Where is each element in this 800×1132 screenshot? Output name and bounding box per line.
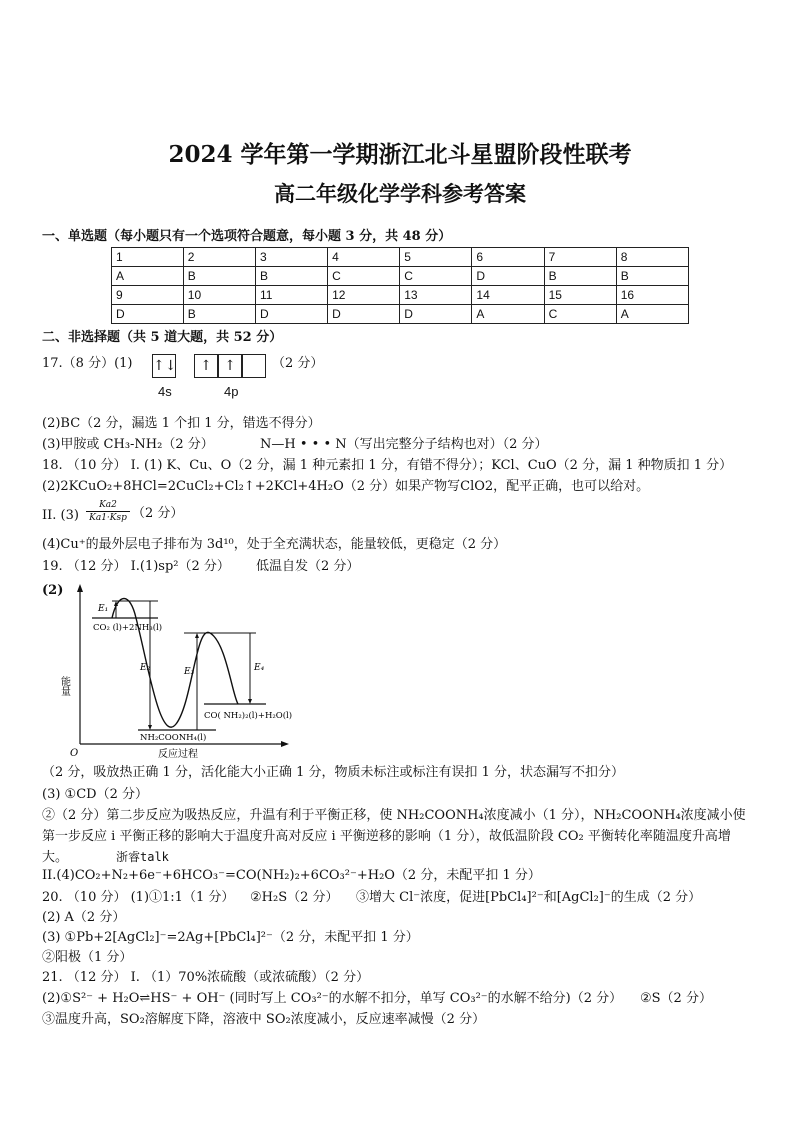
- label-4s: 4s: [158, 384, 172, 399]
- table-row: [112, 248, 689, 267]
- table-cell: 5: [400, 248, 472, 267]
- e1-label: E₁: [98, 604, 109, 614]
- q18-line1: 18. （10 分） I. (1) K、Cu、O（2 分，漏 1 种元素扣 1 分，有错不得分）；KCl、CuO（2 分，漏 1 种物质扣 1 分）: [42, 458, 733, 473]
- table-cell: 7: [544, 248, 616, 267]
- table-cell: C: [400, 267, 472, 286]
- table-cell: A: [616, 305, 688, 324]
- reactants-label: CO₂ (l)+2NH₃(l): [93, 623, 163, 633]
- table-cell: A: [112, 267, 184, 286]
- table-cell: B: [183, 267, 255, 286]
- page-subtitle: 高二年级化学学科参考答案: [274, 181, 526, 206]
- y-axis-label: 能量: [58, 676, 70, 696]
- q18-line3-score: （2 分）: [132, 506, 184, 521]
- q19-line4: (3) ①CD（2 分）: [42, 787, 148, 802]
- table-cell: D: [255, 305, 327, 324]
- table-cell: D: [400, 305, 472, 324]
- table-cell: C: [544, 305, 616, 324]
- q19-line6: 第一步反应 i 平衡正移的影响大于温度升高对反应 i 平衡逆移的影响（1 分），故低温阶段 CO₂ 平衡转化率随温度升高增: [42, 829, 731, 844]
- q20-line1b: ②H₂S（2 分）: [250, 890, 339, 905]
- products-label: CO( NH₂)₂(l)+H₂O(l): [204, 711, 293, 721]
- table-cell: 10: [183, 286, 255, 305]
- q17-score: （2 分）: [272, 356, 324, 371]
- q18-line3-prefix: II. (3): [42, 508, 79, 523]
- page-title: 2024 学年第一学期浙江北斗星盟阶段性联考: [168, 141, 632, 168]
- fraction-denominator: Ka1·Ksp: [89, 513, 127, 523]
- table-cell: 11: [255, 286, 327, 305]
- q21-line3: ③温度升高，SO₂溶解度下降，溶液中 SO₂浓度减小，反应速率减慢（2 分）: [42, 1012, 486, 1027]
- intermediate-label: NH₂COONH₄(l): [140, 733, 207, 743]
- origin-label: O: [70, 748, 79, 759]
- e2-label: E₂: [140, 663, 151, 673]
- section1-heading: 一、单选题（每小题只有一个选项符合题意，每小题 3 分，共 48 分）: [42, 229, 452, 244]
- label-4p: 4p: [224, 384, 239, 399]
- table-cell: B: [183, 305, 255, 324]
- table-cell: 8: [616, 248, 688, 267]
- orbital-4p-2: ↑: [218, 354, 242, 378]
- q20-line1a: 20. （10 分） (1)①1:1（1 分）: [42, 890, 235, 905]
- table-cell: A: [472, 305, 544, 324]
- table-row: [112, 305, 689, 324]
- q19-line8: II.(4)CO₂+N₂+6e⁻+6HCO₃⁻=CO(NH₂)₂+6CO₃²⁻+H₂O（2 分，未配平扣 1 分）: [42, 868, 541, 883]
- y-axis-arrow: [77, 584, 83, 592]
- q18-line4: (4)Cu⁺的最外层电子排布为 3d¹⁰，处于全充满状态，能量较低，更稳定（2 分）: [42, 537, 507, 552]
- table-cell: 1: [112, 248, 184, 267]
- q19-line1b: 低温自发（2 分）: [256, 559, 360, 574]
- table-cell: 14: [472, 286, 544, 305]
- q17-line2: (2)BC（2 分，漏选 1 个扣 1 分，错选不得分）: [42, 416, 321, 431]
- table-cell: 12: [328, 286, 400, 305]
- q20-line1c: ③增大 Cl⁻浓度，促进[PbCl₄]²⁻和[AgCl₂]⁻的生成（2 分）: [356, 890, 702, 905]
- x-axis-label: 反应过程: [158, 749, 198, 760]
- q21-line1: 21. （12 分） I. （1）70%浓硫酸（或浓硫酸）（2 分）: [42, 970, 370, 985]
- energy-diagram: [58, 584, 293, 762]
- table-cell: 3: [255, 248, 327, 267]
- table-cell: B: [544, 267, 616, 286]
- orbital-4p-3: [242, 354, 266, 378]
- table-cell: 16: [616, 286, 688, 305]
- answer-table: [111, 247, 689, 324]
- q17-label: 17.（8 分）(1): [42, 356, 133, 371]
- q21-line2b: ②S（2 分）: [640, 991, 712, 1006]
- e4-label: E₄: [254, 663, 265, 673]
- table-row: [112, 267, 689, 286]
- orbital-4p-1: ↑: [194, 354, 218, 378]
- q21-line2a: (2)①S²⁻ + H₂O⇌HS⁻ + OH⁻ (同时写上 CO₃²⁻的水解不扣分，单写 CO₃²⁻的水解不给分)（2 分）: [42, 991, 623, 1006]
- q18-line2: (2)2KCuO₂+8HCl=2CuCl₂+Cl₂↑+2KCl+4H₂O（2 分）如果产物写ClO2，配平正确，也可以给对。: [42, 479, 650, 494]
- q19-line5: ②（2 分）第二步反应为吸热反应，升温有利于平衡正移，使 NH₂COONH₄浓度减小（1 分），NH₂COONH₄浓度减小使: [42, 808, 746, 823]
- table-cell: B: [255, 267, 327, 286]
- q19-line2: (2): [42, 583, 64, 598]
- e3-label: E₃: [184, 667, 195, 677]
- table-cell: D: [112, 305, 184, 324]
- q19-line1a: 19. （12 分） I.(1)sp²（2 分）: [42, 559, 230, 574]
- q20-line2: (2) A（2 分）: [42, 910, 126, 925]
- e2-arrow-head: [148, 725, 152, 730]
- q17-line3a: (3)甲胺或 CH₃-NH₂（2 分）: [42, 437, 214, 452]
- e4-arrow-head: [248, 699, 252, 704]
- table-cell: C: [328, 267, 400, 286]
- table-cell: 4: [328, 248, 400, 267]
- q19-line3: （2 分，吸放热正确 1 分，活化能大小正确 1 分，物质未标注或标注有误扣 1 分，状态漏写不扣分）: [42, 765, 625, 780]
- section2-heading: 二、非选择题（共 5 道大题，共 52 分）: [42, 330, 283, 345]
- q20-line4: ②阳极（1 分）: [42, 950, 133, 965]
- table-cell: 15: [544, 286, 616, 305]
- table-cell: 6: [472, 248, 544, 267]
- watermark-text: 浙睿talk: [116, 850, 169, 864]
- x-axis-arrow: [281, 741, 289, 747]
- orbital-4s: ↑↓: [152, 354, 176, 378]
- table-cell: 9: [112, 286, 184, 305]
- q20-line3: (3) ①Pb+2[AgCl₂]⁻=2Ag+[PbCl₄]²⁻（2 分，未配平扣 1 分）: [42, 930, 419, 945]
- q17-line3b: N—H • • • N（写出完整分子结构也对）（2 分）: [260, 437, 548, 452]
- table-cell: D: [472, 267, 544, 286]
- table-cell: D: [328, 305, 400, 324]
- q19-line7a: 大。: [42, 850, 69, 865]
- fraction-numerator: Ka2: [86, 500, 130, 512]
- e3-arrow-head: [195, 633, 199, 638]
- table-row: [112, 286, 689, 305]
- table-cell: 2: [183, 248, 255, 267]
- table-cell: 13: [400, 286, 472, 305]
- table-cell: B: [616, 267, 688, 286]
